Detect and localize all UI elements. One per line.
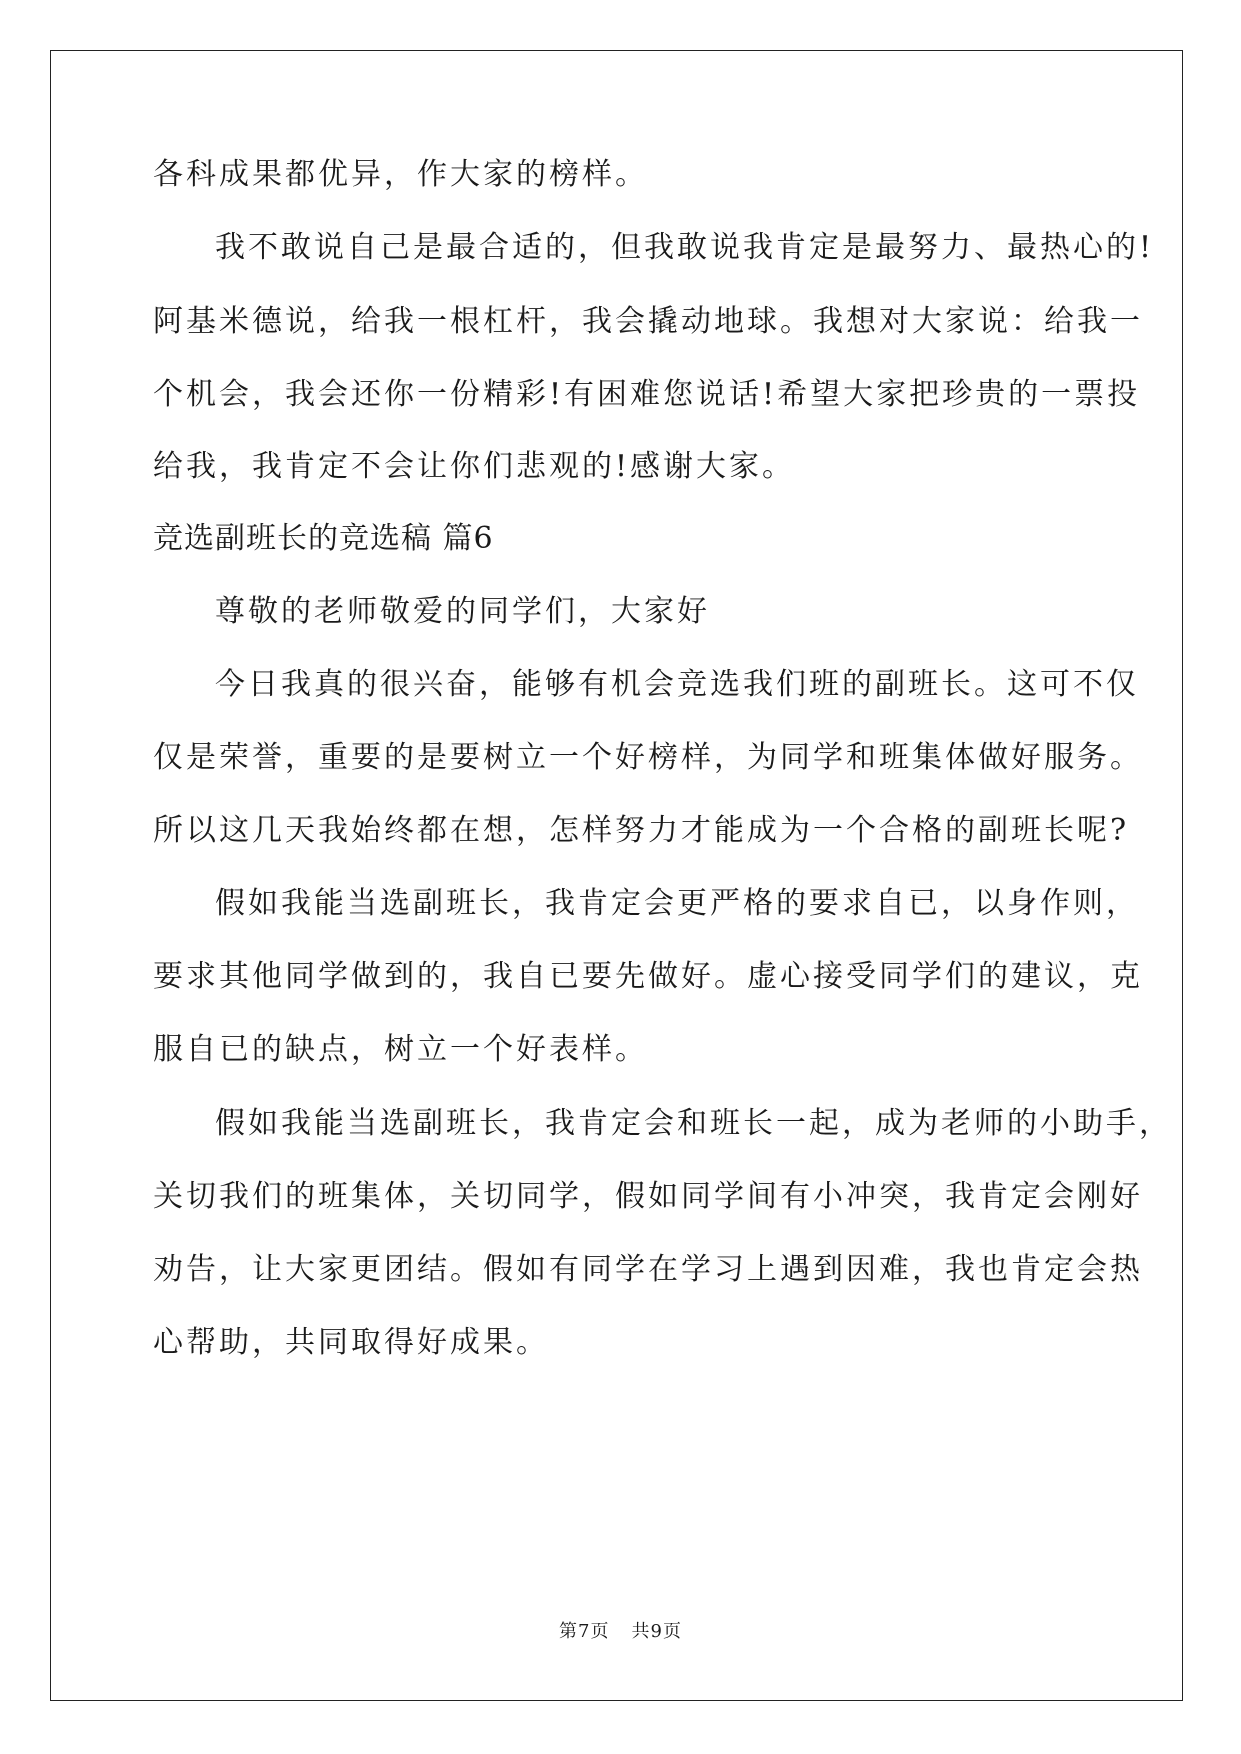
paragraph-line: 心帮助，共同取得好成果。 bbox=[153, 1325, 549, 1360]
paragraph-line: 关切我们的班集体，关切同学，假如同学间有小冲突，我肯定会刚好 bbox=[153, 1179, 1143, 1214]
section-heading: 竞选副班长的竞选稿 篇6 bbox=[153, 521, 494, 556]
paragraph-line: 个机会，我会还你一份精彩!有困难您说话!希望大家把珍贵的一票投 bbox=[153, 377, 1141, 412]
paragraph-line: 所以这几天我始终都在想，怎样努力才能成为一个合格的副班长呢? bbox=[153, 813, 1130, 848]
paragraph-line: 我不敢说自己是最合适的，但我敢说我肯定是最努力、最热心的! bbox=[215, 230, 1155, 265]
paragraph-line: 今日我真的很兴奋，能够有机会竞选我们班的副班长。这可不仅 bbox=[215, 667, 1139, 702]
current-page-number: 第7页 bbox=[559, 1621, 610, 1642]
paragraph-line: 要求其他同学做到的，我自已要先做好。虚心接受同学们的建议，克 bbox=[153, 959, 1143, 994]
total-pages: 共9页 bbox=[631, 1621, 682, 1642]
paragraph-line: 仅是荣誉，重要的是要树立一个好榜样，为同学和班集体做好服务。 bbox=[153, 740, 1143, 775]
paragraph-line: 假如我能当选副班长，我肯定会更严格的要求自已，以身作则， bbox=[215, 886, 1139, 921]
paragraph-line: 劝告，让大家更团结。假如有同学在学习上遇到因难，我也肯定会热 bbox=[153, 1252, 1143, 1287]
greeting-line: 尊敬的老师敬爱的同学们，大家好 bbox=[215, 594, 710, 629]
page-border bbox=[50, 50, 1183, 1701]
page-footer bbox=[0, 1620, 1241, 1644]
paragraph-line: 阿基米德说，给我一根杠杆，我会撬动地球。我想对大家说：给我一 bbox=[153, 304, 1143, 339]
paragraph-line: 给我，我肯定不会让你们悲观的!感谢大家。 bbox=[153, 449, 796, 484]
paragraph-line: 假如我能当选副班长，我肯定会和班长一起，成为老师的小助手， bbox=[215, 1106, 1172, 1141]
paragraph-line: 各科成果都优异，作大家的榜样。 bbox=[153, 157, 648, 192]
paragraph-line: 服自已的缺点，树立一个好表样。 bbox=[153, 1032, 648, 1067]
